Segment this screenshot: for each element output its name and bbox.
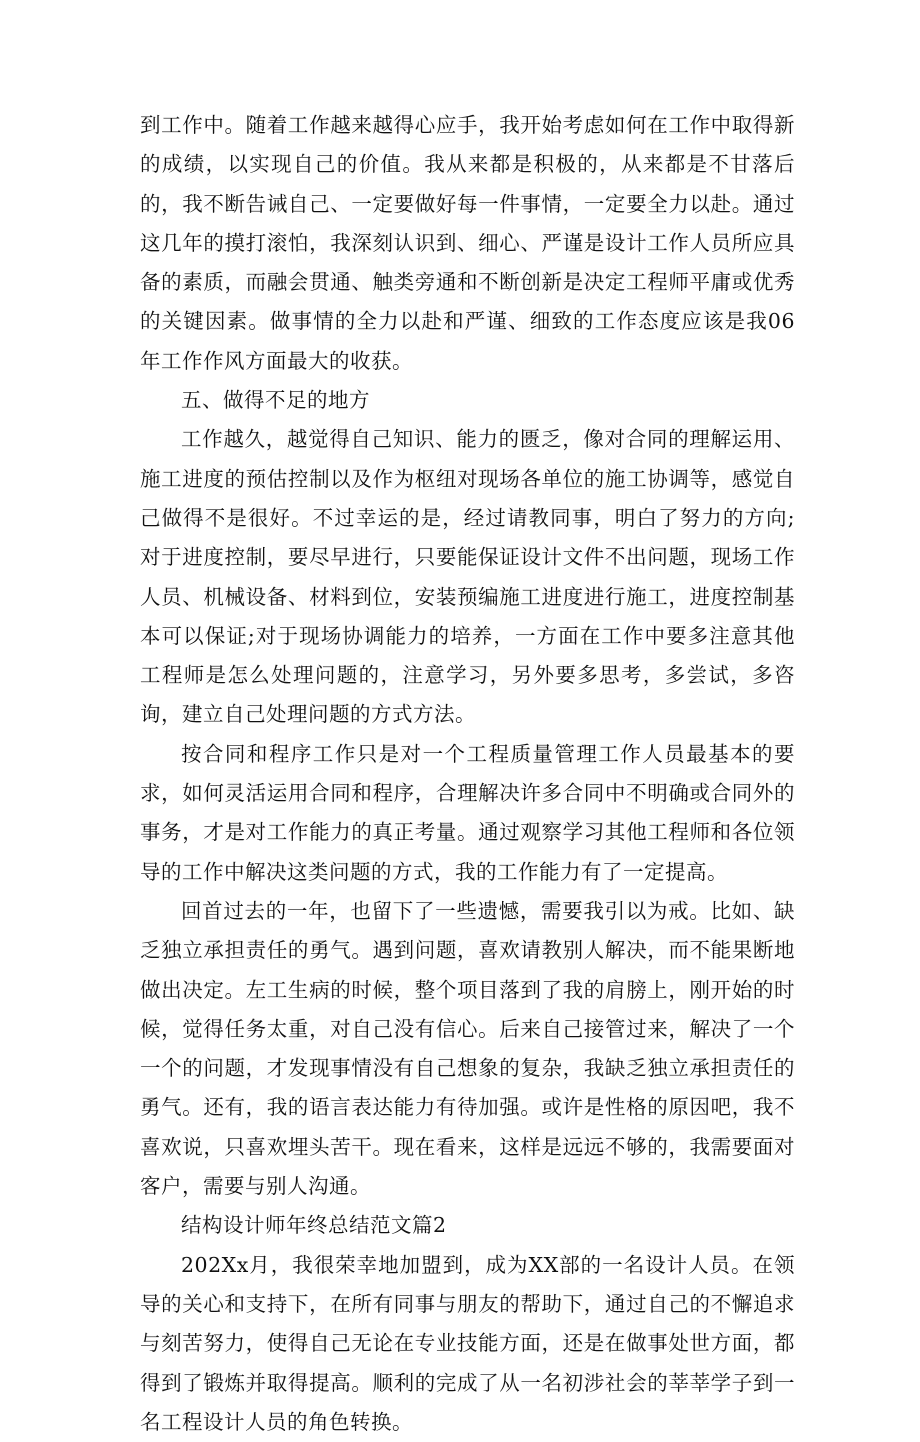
paragraph-regrets: 回首过去的一年，也留下了一些遗憾，需要我引以为戒。比如、缺乏独立承担责任的勇气。遇到问题，喜欢请教别人解决，而不能果断地做出决定。左工生病的时候，整个项目落到了我的肩膀上，刚开始的时候，觉得任务太重，对自己没有信心。后来自己接管过来，解决了一个一个的问题，才发现事情没有自己想象的复杂，我缺乏独立承担责任的勇气。还有，我的语言表达能力有待加强。或许是性格的原因吧，我不喜欢说，只喜欢埋头苦干。现在看来，这样是远远不够的，我需要面对客户，需要与别人沟通。: [140, 898, 795, 1199]
paragraph-continuation: 到工作中。随着工作越来越得心应手，我开始考虑如何在工作中取得新的成绩，以实现自己的价值。我从来都是积极的，从来都是不甘落后的，我不断告诫自己、一定要做好每一件事情，一定要全力以赴。通过这几年的摸打滚怕，我深刻认识到、细心、严谨是设计工作人员所应具备的素质，而融会贯通、触类旁通和不断创新是决定工程师平庸或优秀的关键因素。做事情的全力以赴和严谨、细致的工作态度应该是我06年工作作风方面最大的收获。: [140, 113, 795, 373]
paragraph-contracts: 按合同和程序工作只是对一个工程质量管理工作人员最基本的要求，如何灵活运用合同和程序，合理解决许多合同中不明确或合同外的事务，才是对工作能力的真正考量。通过观察学习其他工程师和各位领导的工作中解决这类问题的方式，我的工作能力有了一定提高。: [140, 741, 795, 884]
section-heading-shortcomings: 五、做得不足的地方: [181, 388, 370, 413]
article-heading-part2: 结构设计师年终总结范文篇2: [181, 1213, 447, 1238]
document-body: [140, 106, 795, 1442]
paragraph-joining: 202Xx月，我很荣幸地加盟到，成为XX部的一名设计人员。在领导的关心和支持下，在所有同事与朋友的帮助下，通过自己的不懈追求与刻苦努力，使得自己无论在专业技能方面，还是在做事处世方面，都得到了锻炼并取得提高。顺利的完成了从一名初涉社会的莘莘学子到一名工程设计人员的角色转换。: [140, 1252, 795, 1434]
paragraph-shortcomings: 工作越久，越觉得自己知识、能力的匮乏，像对合同的理解运用、施工进度的预估控制以及作为枢纽对现场各单位的施工协调等，感觉自己做得不是很好。不过幸运的是，经过请教同事，明白了努力的方向;对于进度控制，要尽早进行，只要能保证设计文件不出问题，现场工作人员、机械设备、材料到位，安装预编施工进度进行施工，进度控制基本可以保证;对于现场协调能力的培养，一方面在工作中要多注意其他工程师是怎么处理问题的，注意学习，另外要多思考，多尝试，多咨询，建立自己处理问题的方式方法。: [140, 427, 795, 727]
